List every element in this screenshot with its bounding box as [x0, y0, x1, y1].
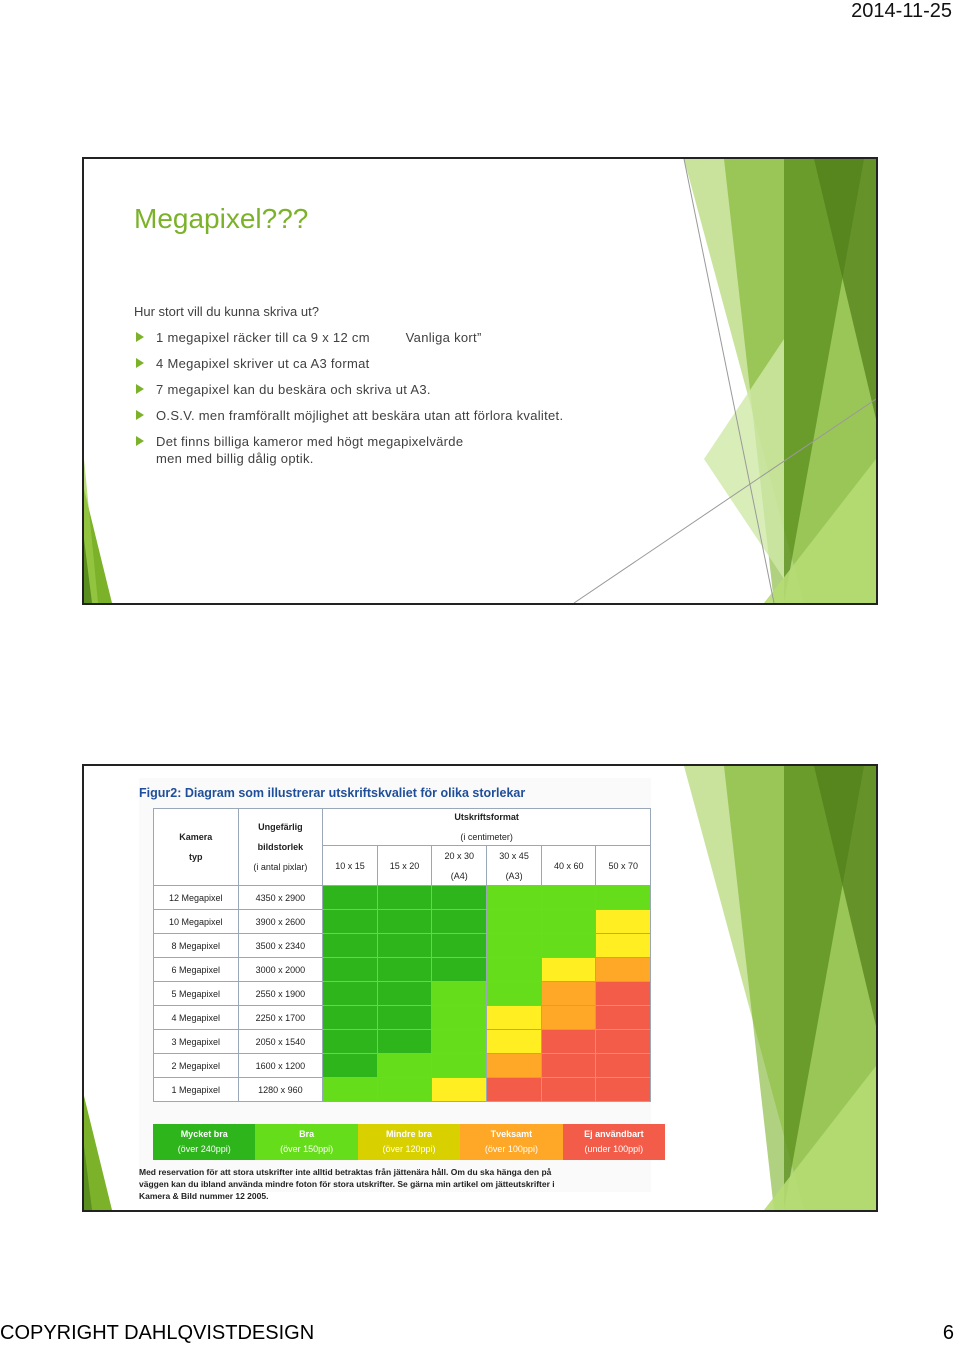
- camera-type: 6 Megapixel: [154, 958, 239, 982]
- quality-cell: [487, 934, 542, 958]
- format-header: 30 x 45 (A3): [487, 846, 542, 886]
- camera-type: 10 Megapixel: [154, 910, 239, 934]
- pixel-size: 2250 x 1700: [238, 1006, 323, 1030]
- quality-cell: [487, 886, 542, 910]
- quality-cell: [487, 1078, 542, 1102]
- pixel-size: 3000 x 2000: [238, 958, 323, 982]
- quality-cell: [596, 886, 651, 910]
- list-item: [134, 329, 563, 346]
- table-row: [154, 982, 651, 1006]
- table-row: [154, 910, 651, 934]
- quality-cell: [596, 1030, 651, 1054]
- quality-table: [153, 808, 651, 1102]
- quality-cell: [377, 1006, 431, 1030]
- format-header: 50 x 70: [596, 846, 651, 886]
- pixel-size: 4350 x 2900: [238, 886, 323, 910]
- legend-item: Ej användbart (under 100ppi): [563, 1124, 665, 1160]
- table-row: [154, 1054, 651, 1078]
- quality-cell: [323, 886, 377, 910]
- bullet-arrow-icon: [136, 384, 144, 394]
- quality-cell: [323, 1006, 377, 1030]
- bullet-list: [134, 329, 563, 476]
- quality-cell: [542, 1078, 596, 1102]
- quality-cell: [542, 958, 596, 982]
- quality-cell: [596, 934, 651, 958]
- quality-cell: [432, 1030, 487, 1054]
- list-item: [134, 381, 563, 398]
- quality-cell: [432, 982, 487, 1006]
- pixel-size: 1600 x 1200: [238, 1054, 323, 1078]
- pixel-size: 3900 x 2600: [238, 910, 323, 934]
- quality-cell: [542, 1006, 596, 1030]
- camera-type: 3 Megapixel: [154, 1030, 239, 1054]
- slide-megapixel: [82, 157, 878, 605]
- quality-cell: [542, 886, 596, 910]
- quality-cell: [542, 910, 596, 934]
- list-item: [134, 355, 563, 372]
- table-row: [154, 934, 651, 958]
- quality-cell: [596, 910, 651, 934]
- bullet-text: O.S.V. men framförallt möjlighet att beskära utan att förlora kvalitet.: [156, 408, 564, 423]
- quality-cell: [542, 934, 596, 958]
- quality-cell: [377, 958, 431, 982]
- table-row: [154, 1078, 651, 1102]
- quality-cell: [377, 886, 431, 910]
- note-line: Kamera & Bild nummer 12 2005.: [139, 1191, 269, 1201]
- quality-cell: [377, 1054, 431, 1078]
- intro-text: Hur stort vill du kunna skriva ut?: [134, 304, 319, 319]
- note-line: väggen kan du ibland använda mindre foton för stora utskrifter. Se gärna min artikel om jätteutskrifter i: [139, 1179, 555, 1189]
- quality-cell: [596, 1006, 651, 1030]
- pixel-size: 1280 x 960: [238, 1078, 323, 1102]
- bullet-tail: Vanliga kort”: [405, 330, 482, 345]
- quality-cell: [377, 1078, 431, 1102]
- header-kamera: Kamera typ: [154, 809, 239, 886]
- quality-cell: [323, 958, 377, 982]
- quality-cell: [596, 958, 651, 982]
- quality-cell: [542, 1054, 596, 1078]
- legend-item: Mindre bra (över 120ppi): [358, 1124, 460, 1160]
- quality-cell: [323, 1030, 377, 1054]
- list-item: [134, 407, 563, 424]
- format-header: 15 x 20: [377, 846, 431, 886]
- quality-cell: [432, 886, 487, 910]
- camera-type: 12 Megapixel: [154, 886, 239, 910]
- quality-cell: [596, 1054, 651, 1078]
- print-quality-figure: [139, 778, 651, 1201]
- quality-cell: [487, 910, 542, 934]
- quality-cell: [432, 1006, 487, 1030]
- figure-note: [139, 1166, 639, 1202]
- header-date: 2014-11-25: [851, 0, 952, 22]
- quality-cell: [323, 934, 377, 958]
- bullet-text: 4 Megapixel skriver ut ca A3 format: [156, 356, 370, 371]
- bullet-arrow-icon: [136, 332, 144, 342]
- quality-cell: [542, 1030, 596, 1054]
- quality-cell: [377, 910, 431, 934]
- quality-cell: [432, 1054, 487, 1078]
- camera-type: 2 Megapixel: [154, 1054, 239, 1078]
- quality-cell: [432, 1078, 487, 1102]
- slide-print-quality: [82, 764, 878, 1212]
- figure-title: Figur2: Diagram som illustrerar utskriftskvaliet för olika storlekar: [139, 786, 526, 800]
- camera-type: 8 Megapixel: [154, 934, 239, 958]
- legend-item: Bra (över 150ppi): [255, 1124, 357, 1160]
- camera-type: 1 Megapixel: [154, 1078, 239, 1102]
- bullet-text-line2: men med billig dålig optik.: [156, 451, 314, 466]
- pixel-size: 3500 x 2340: [238, 934, 323, 958]
- quality-cell: [323, 910, 377, 934]
- quality-cell: [323, 1078, 377, 1102]
- header-utskriftsformat: Utskriftsformat (i centimeter): [323, 809, 651, 846]
- quality-cell: [487, 1006, 542, 1030]
- table-row: [154, 886, 651, 910]
- quality-legend: [153, 1124, 665, 1160]
- table-row: [154, 1006, 651, 1030]
- format-header: 20 x 30 (A4): [432, 846, 487, 886]
- quality-cell: [323, 1054, 377, 1078]
- quality-cell: [487, 1030, 542, 1054]
- quality-cell: [487, 1054, 542, 1078]
- header-bildstorlek: Ungefärlig bildstorlek (i antal pixlar): [238, 809, 323, 886]
- quality-cell: [542, 982, 596, 1006]
- quality-cell: [432, 958, 487, 982]
- quality-rows: [154, 886, 651, 1102]
- quality-cell: [377, 982, 431, 1006]
- bullet-text: 7 megapixel kan du beskära och skriva ut A3.: [156, 382, 431, 397]
- note-line: Med reservation för att stora utskrifter inte alltid betraktas från jättenära håll. Om du ska hänga den på: [139, 1167, 552, 1177]
- quality-cell: [596, 1078, 651, 1102]
- list-item: [134, 433, 563, 467]
- quality-cell: [323, 982, 377, 1006]
- bullet-arrow-icon: [136, 436, 144, 446]
- quality-cell: [487, 982, 542, 1006]
- quality-cell: [487, 958, 542, 982]
- legend-item: Mycket bra (över 240ppi): [153, 1124, 255, 1160]
- format-header: 10 x 15: [323, 846, 377, 886]
- table-row: [154, 958, 651, 982]
- quality-cell: [432, 934, 487, 958]
- page-number: 6: [942, 1322, 954, 1344]
- bullet-text: Det finns billiga kameror med högt megapixelvärde: [156, 434, 464, 449]
- pixel-size: 2550 x 1900: [238, 982, 323, 1006]
- bullet-text: 1 megapixel räcker till ca 9 x 12 cm: [156, 330, 370, 345]
- quality-cell: [377, 1030, 431, 1054]
- legend-item: Tveksamt (över 100ppi): [460, 1124, 562, 1160]
- camera-type: 5 Megapixel: [154, 982, 239, 1006]
- bullet-arrow-icon: [136, 358, 144, 368]
- quality-cell: [377, 934, 431, 958]
- pixel-size: 2050 x 1540: [238, 1030, 323, 1054]
- bullet-arrow-icon: [136, 410, 144, 420]
- camera-type: 4 Megapixel: [154, 1006, 239, 1030]
- slide-title: Megapixel???: [134, 203, 309, 234]
- footer-copyright: COPYRIGHT DAHLQVISTDESIGN: [0, 1322, 315, 1344]
- table-row: [154, 1030, 651, 1054]
- quality-cell: [596, 982, 651, 1006]
- format-header: 40 x 60: [542, 846, 596, 886]
- quality-cell: [432, 910, 487, 934]
